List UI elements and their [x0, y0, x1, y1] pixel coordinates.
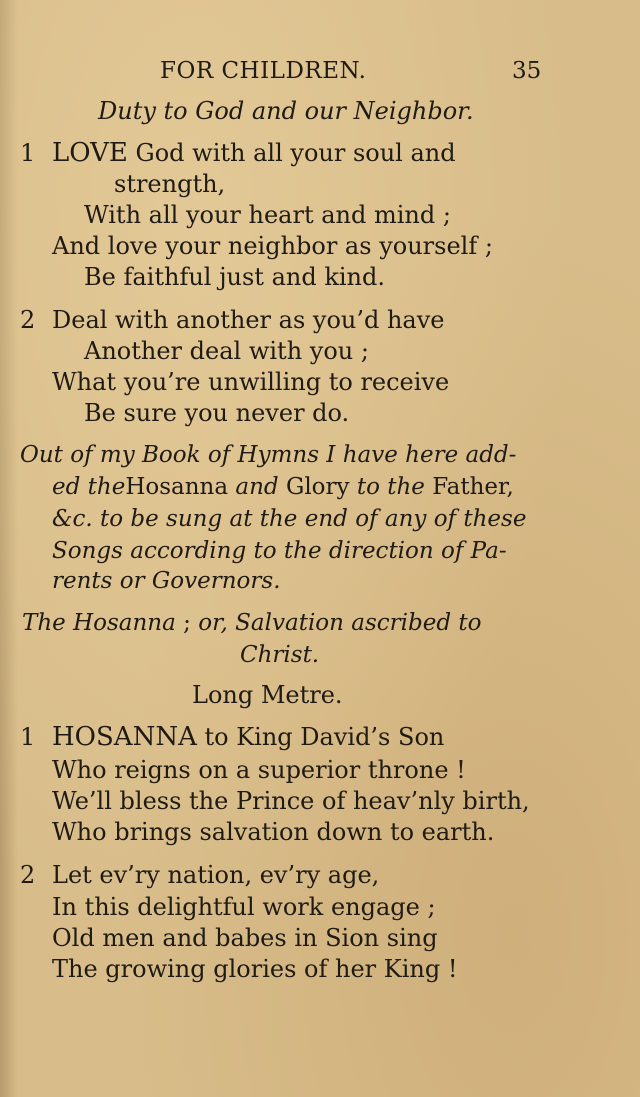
title-fragment: The Hosanna — [22, 610, 176, 636]
verse-line: strength, — [114, 170, 226, 198]
note-line: &c. to be sung at the end of any of these — [52, 506, 527, 532]
verse-number: 2 — [20, 306, 36, 334]
title-fragment: ; — [175, 610, 199, 636]
verse-line: Be sure you never do. — [84, 399, 350, 427]
verse-lead-word: HOSANNA — [52, 722, 197, 752]
note-line — [52, 472, 514, 502]
verse-line: With all your heart and mind ; — [84, 201, 451, 229]
verse-line: We’ll bless the Prince of heav’nly birth, — [52, 787, 530, 815]
note-fragment: Father, — [432, 474, 514, 500]
running-title: FOR CHILDREN. — [160, 58, 367, 84]
metre-heading: Long Metre. — [192, 681, 343, 709]
verse-line: Be faithful just and kind. — [84, 263, 385, 291]
verse-line: And love your neighbor as yourself ; — [52, 232, 493, 260]
note-fragment: ed the — [52, 474, 126, 500]
verse-line: Let ev’ry nation, ev’ry age, — [52, 861, 380, 889]
hymn-title-continued: Christ. — [240, 642, 320, 668]
verse-line-text: God with all your soul and — [135, 139, 456, 167]
verse-line: The growing glories of her King ! — [52, 955, 458, 983]
note-fragment: and — [235, 474, 279, 500]
verse-line: Who reigns on a superior throne ! — [52, 756, 466, 784]
verse-line: What you’re unwilling to receive — [52, 368, 450, 396]
note-fragment: Hosanna — [125, 474, 229, 500]
page-number: 35 — [512, 58, 542, 84]
hymn-title-duty: Duty to God and our Neighbor. — [98, 97, 474, 125]
verse-line-text: to King David’s Son — [204, 723, 445, 751]
title-fragment: Salvation ascribed to — [235, 610, 482, 636]
verse-line — [52, 722, 444, 752]
verse-line: Deal with another as you’d have — [52, 306, 445, 334]
note-fragment: Glory — [285, 474, 350, 500]
verse-number: 1 — [20, 723, 36, 751]
verse-number: 2 — [20, 861, 36, 889]
verse-lead-word: LOVE — [52, 138, 128, 168]
note-fragment: to the — [356, 474, 425, 500]
verse-line: Who brings salvation down to earth. — [52, 818, 495, 846]
title-fragment: or, — [198, 610, 228, 636]
note-line: rents or Governors. — [52, 568, 281, 594]
verse-line: Old men and babes in Sion sing — [52, 924, 438, 952]
verse-line: In this delightful work engage ; — [52, 893, 436, 921]
note-line: Songs according to the direction of Pa- — [52, 538, 507, 564]
hymn-title-hosanna — [22, 608, 481, 638]
verse-line — [52, 138, 456, 168]
verse-number: 1 — [20, 139, 36, 167]
note-line: Out of my Book of Hymns I have here add- — [20, 442, 517, 468]
verse-line: Another deal with you ; — [84, 337, 369, 365]
